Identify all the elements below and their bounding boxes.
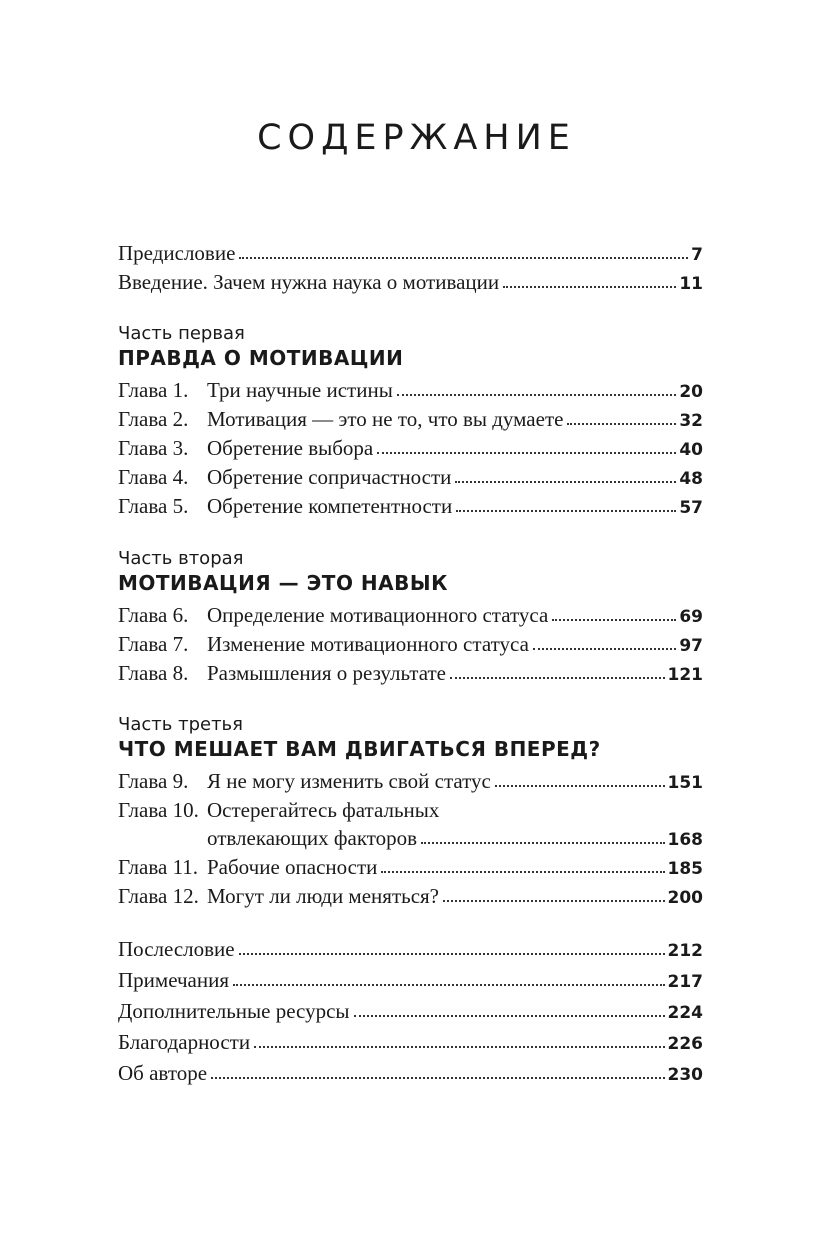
toc-entry-acknowledgements[interactable]: [118, 1027, 703, 1057]
dot-leader: [503, 284, 676, 288]
chapter-title: Определение мотивационного статуса: [207, 603, 549, 627]
dot-leader: [397, 392, 677, 396]
part-title: ЧТО МЕШАЕТ ВАМ ДВИГАТЬСЯ ВПЕРЕД?: [118, 737, 601, 761]
chapter-title: Остерегайтесь фатальных: [207, 798, 440, 822]
dot-leader: [377, 450, 676, 454]
page-number: 185: [667, 859, 703, 879]
toc-entry-chapter-7[interactable]: [118, 629, 703, 659]
page-number: 200: [667, 888, 703, 908]
page-number: 20: [679, 382, 703, 402]
dot-leader: [567, 421, 676, 425]
dot-leader: [450, 675, 665, 679]
toc-entry-chapter-2[interactable]: [118, 404, 703, 434]
chapter-number: Глава 2.: [118, 407, 189, 431]
toc-entry-chapter-8[interactable]: [118, 658, 703, 688]
part-label: Часть третья: [118, 714, 243, 735]
page-number: 226: [667, 1034, 703, 1054]
chapter-title: Мотивация — это не то, что вы думаете: [207, 407, 564, 431]
chapter-title: Я не могу изменить свой статус: [207, 769, 491, 793]
entry-label: Введение. Зачем нужна наука о мотивации: [118, 270, 500, 294]
entry-label: Предисловие: [118, 241, 236, 265]
part-title: МОТИВАЦИЯ — ЭТО НАВЫК: [118, 571, 448, 595]
page-number: 11: [679, 274, 703, 294]
page-number: 151: [667, 773, 703, 793]
part-label: Часть вторая: [118, 548, 244, 569]
toc-entry-about-author[interactable]: [118, 1058, 703, 1088]
part-label: Часть первая: [118, 323, 245, 344]
toc-entry-preface[interactable]: [118, 238, 703, 268]
entry-label: Благодарности: [118, 1030, 251, 1054]
dot-leader: [456, 508, 676, 512]
entry-label: Примечания: [118, 968, 230, 992]
toc-entry-chapter-1[interactable]: [118, 375, 703, 405]
toc-entry-chapter-12[interactable]: [118, 881, 703, 911]
dot-leader: [354, 1013, 665, 1017]
page-number: 224: [667, 1003, 703, 1023]
chapter-number: Глава 4.: [118, 465, 189, 489]
chapter-title: Изменение мотивационного статуса: [207, 632, 529, 656]
chapter-title: Обретение компетентности: [207, 494, 453, 518]
dot-leader: [443, 898, 665, 902]
chapter-title-continued: отвлекающих факторов: [207, 826, 418, 850]
dot-leader: [455, 479, 676, 483]
page-number: 230: [667, 1065, 703, 1085]
dot-leader: [239, 951, 665, 955]
page-number: 217: [667, 972, 703, 992]
chapter-number: Глава 8.: [118, 661, 189, 685]
toc-entry-notes[interactable]: [118, 965, 703, 995]
entry-label: Об авторе: [118, 1061, 208, 1085]
chapter-number: Глава 9.: [118, 769, 189, 793]
page-number: 168: [667, 830, 703, 850]
page-number: 69: [679, 607, 703, 627]
chapter-title: Обретение сопричастности: [207, 465, 452, 489]
page-number: 7: [691, 245, 703, 265]
toc-entry-chapter-6[interactable]: [118, 600, 703, 630]
chapter-number: Глава 10.: [118, 798, 199, 822]
dot-leader: [381, 869, 664, 873]
dot-leader: [421, 840, 664, 844]
dot-leader: [239, 255, 688, 259]
page-number: 40: [679, 440, 703, 460]
chapter-number: Глава 11.: [118, 855, 199, 879]
part-title: ПРАВДА О МОТИВАЦИИ: [118, 346, 404, 370]
toc-entry-chapter-5[interactable]: [118, 491, 703, 521]
dot-leader: [552, 617, 676, 621]
dot-leader: [533, 646, 676, 650]
toc-entry-chapter-3[interactable]: [118, 433, 703, 463]
toc-entry-introduction[interactable]: [118, 267, 703, 297]
toc-entry-chapter-11[interactable]: [118, 852, 703, 882]
dot-leader: [254, 1044, 664, 1048]
dot-leader: [233, 982, 664, 986]
chapter-title: Размышления о результате: [207, 661, 446, 685]
toc-entry-chapter-9[interactable]: [118, 766, 703, 796]
toc-entry-chapter-4[interactable]: [118, 462, 703, 492]
chapter-number: Глава 5.: [118, 494, 189, 518]
page-number: 97: [679, 636, 703, 656]
chapter-title: Обретение выбора: [207, 436, 374, 460]
dot-leader: [211, 1075, 664, 1079]
entry-label: Дополнительные ресурсы: [118, 999, 350, 1023]
dot-leader: [495, 783, 665, 787]
chapter-number: Глава 3.: [118, 436, 189, 460]
toc-entry-afterword[interactable]: [118, 934, 703, 964]
chapter-number: Глава 1.: [118, 378, 189, 402]
chapter-title: Рабочие опасности: [207, 855, 378, 879]
chapter-title: Могут ли люди меняться?: [207, 884, 439, 908]
toc-entry-additional-resources[interactable]: [118, 996, 703, 1026]
toc-entry-chapter-10-continued[interactable]: [118, 823, 703, 853]
toc-entry-chapter-10[interactable]: [118, 795, 703, 825]
page-number: 48: [679, 469, 703, 489]
page-number: 121: [667, 665, 703, 685]
page-number: 32: [679, 411, 703, 431]
page-title: СОДЕРЖАНИЕ: [257, 118, 576, 158]
chapter-number: Глава 6.: [118, 603, 189, 627]
entry-label: Послесловие: [118, 937, 235, 961]
chapter-number: Глава 12.: [118, 884, 199, 908]
page-number: 212: [667, 941, 703, 961]
page-number: 57: [679, 498, 703, 518]
chapter-number: Глава 7.: [118, 632, 189, 656]
chapter-title: Три научные истины: [207, 378, 393, 402]
